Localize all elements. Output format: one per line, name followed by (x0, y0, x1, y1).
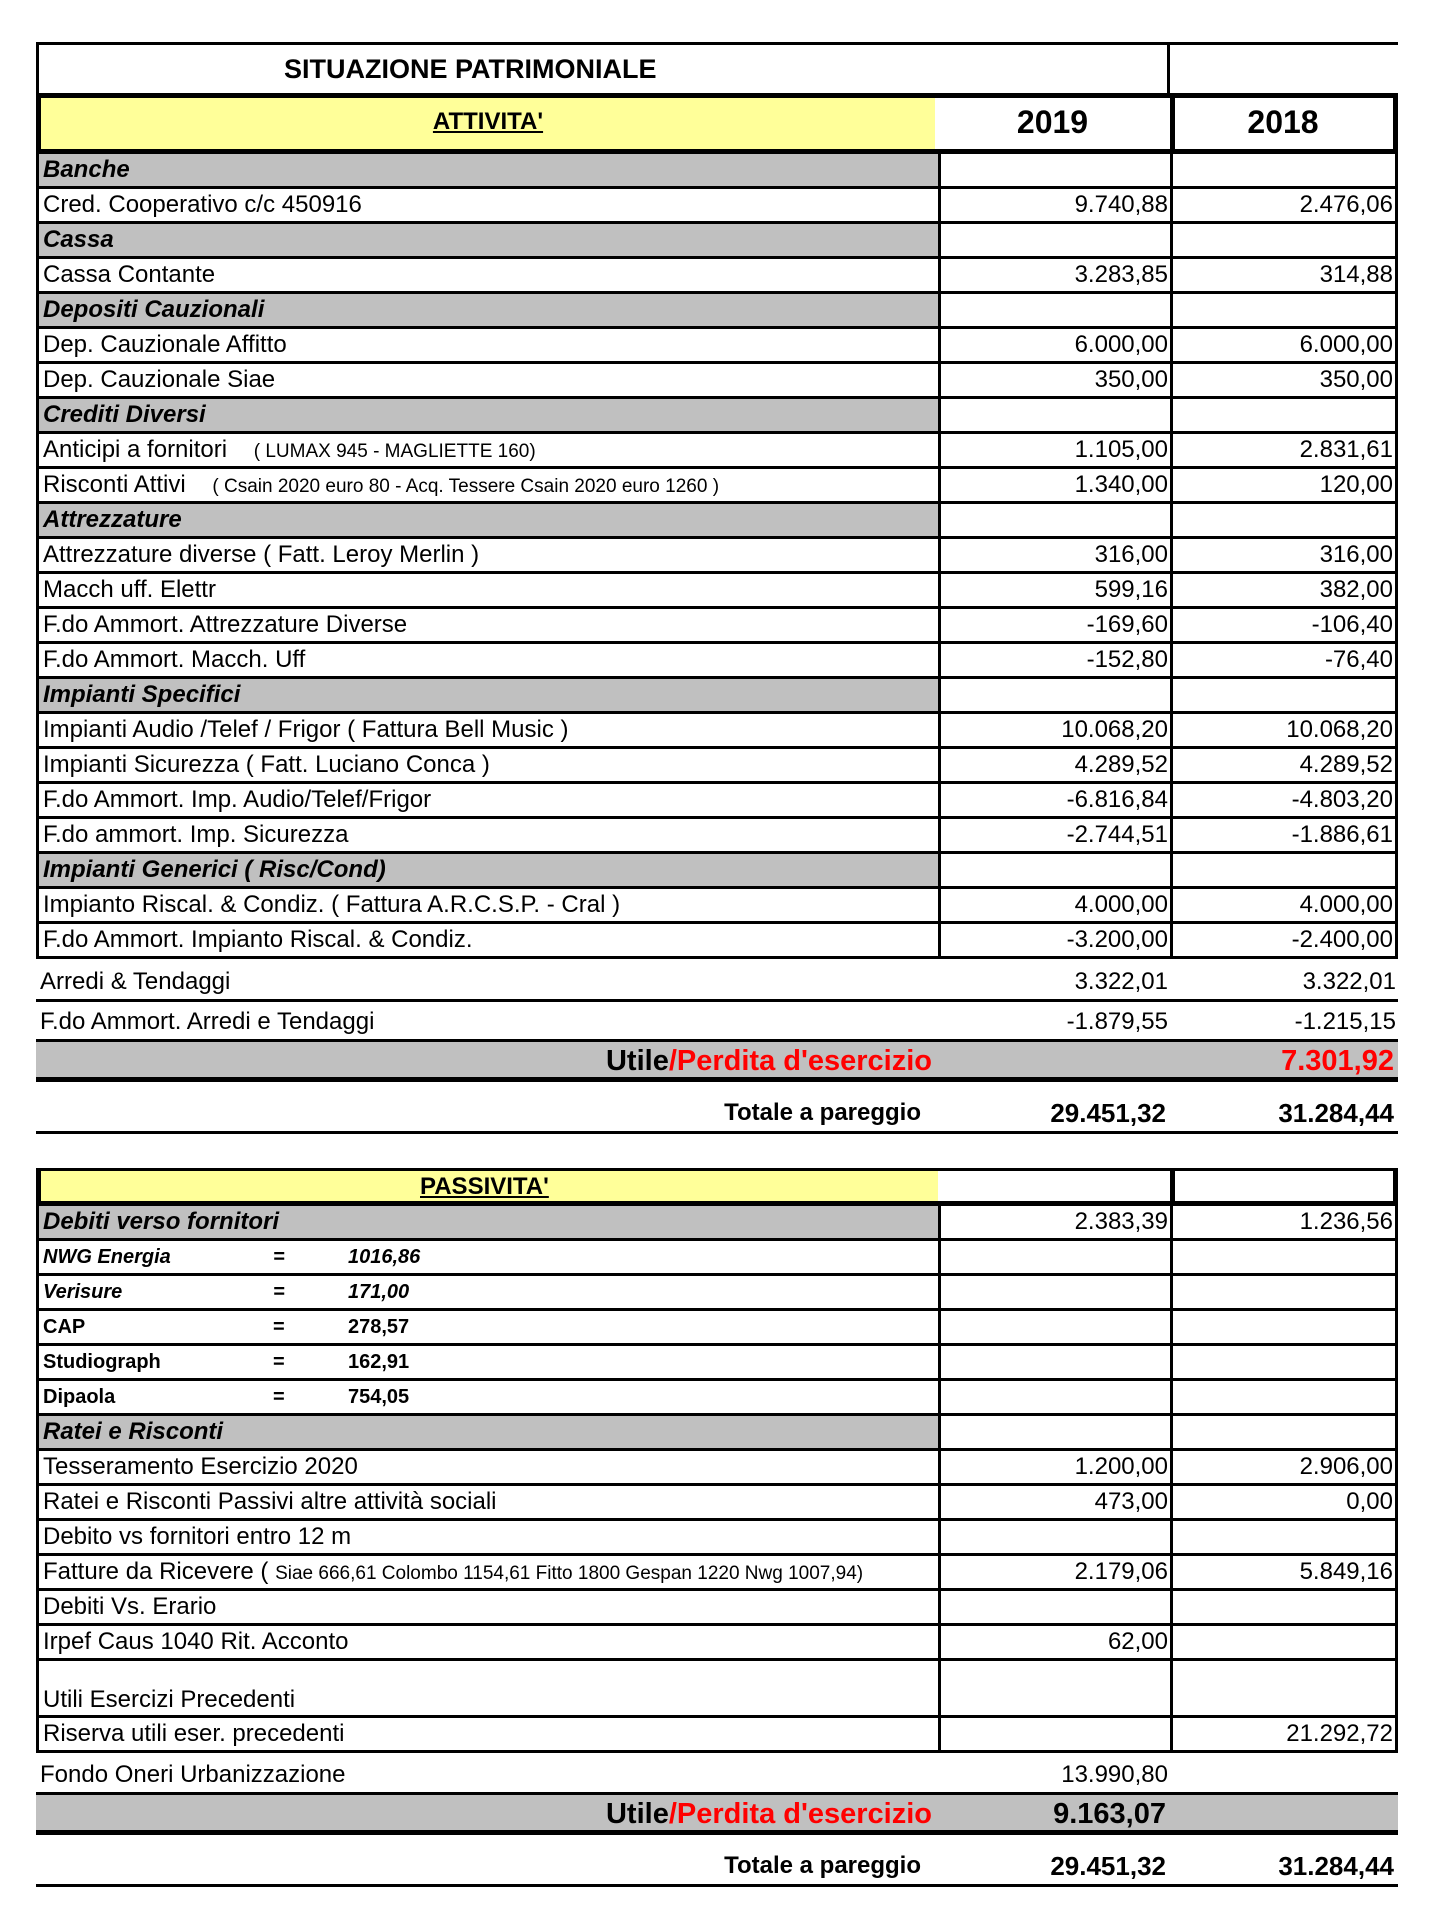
total-2019: 29.451,32 (1050, 1851, 1166, 1881)
value-2019 (938, 1416, 1170, 1451)
supplier-cell (36, 1381, 938, 1416)
table-row (36, 819, 1398, 854)
attivita-header-label: ATTIVITA' (432, 108, 544, 135)
value-2019: 599,16 (938, 574, 1170, 609)
row-label (36, 329, 938, 364)
supplier-amount: 278,57 (348, 1316, 410, 1338)
row-label-text: Impianto Riscal. & Condiz. ( Fattura A.R.C.S.P. - Cral ) (43, 891, 621, 918)
row-label: Arredi & Tendaggi (40, 968, 231, 995)
section-label (36, 854, 938, 889)
value-2019: 2.383,39 (938, 1206, 1170, 1241)
section-row (36, 154, 1398, 189)
value-2019: 3.322,01 (1074, 968, 1168, 995)
value-2019 (938, 294, 1170, 329)
table-row (36, 889, 1398, 924)
value-2018 (1170, 854, 1398, 889)
passivita-2019-header (938, 1171, 1170, 1206)
value-2018 (1170, 504, 1398, 539)
row-label-text: Crediti Diversi (43, 401, 206, 428)
section-row (36, 854, 1398, 889)
equals-sign: = (273, 1246, 285, 1268)
supplier-row (36, 1276, 1398, 1311)
supplier-amount: 162,91 (348, 1351, 410, 1373)
value-2018: 21.292,72 (1170, 1718, 1398, 1753)
balance-sheet (36, 42, 1398, 1887)
value-2019: 10.068,20 (938, 714, 1170, 749)
value-2019: -152,80 (938, 644, 1170, 679)
row-label (36, 924, 938, 959)
table-row (36, 189, 1398, 224)
table-row (36, 1451, 1398, 1486)
section-row (36, 504, 1398, 539)
section-label: Debiti verso fornitori (36, 1206, 938, 1241)
value-2019: 4.289,52 (938, 749, 1170, 784)
value-2018 (1170, 1276, 1398, 1311)
row-label-text: Debiti Vs. Erario (43, 1593, 217, 1620)
value-2018: 382,00 (1170, 574, 1398, 609)
value-2019 (938, 854, 1170, 889)
row-label-text: Cred. Cooperativo c/c 450916 (43, 191, 362, 218)
table-row (36, 539, 1398, 574)
supplier-name: Verisure (43, 1281, 123, 1303)
value-2018: 3.322,01 (1302, 968, 1396, 995)
supplier-cell (36, 1276, 938, 1311)
passivita-2018-header (1170, 1171, 1398, 1206)
section-row (36, 294, 1398, 329)
total-label: Totale a pareggio (724, 1852, 921, 1879)
passivita-rows (36, 1451, 1398, 1753)
section-row (36, 399, 1398, 434)
total-2018: 31.284,44 (1278, 1851, 1394, 1881)
value-2018: 2.906,00 (1170, 1451, 1398, 1486)
value-2019 (938, 1718, 1170, 1753)
title-row (36, 42, 1398, 98)
row-label (36, 469, 938, 504)
table-row (36, 1556, 1398, 1591)
supplier-name: Studiograph (43, 1351, 161, 1373)
row-label (36, 1718, 938, 1753)
value-2019: 2.179,06 (938, 1556, 1170, 1591)
value-2018: 10.068,20 (1170, 714, 1398, 749)
value-2019: -2.744,51 (938, 819, 1170, 854)
section-row (36, 679, 1398, 714)
value-2018 (1170, 1626, 1398, 1661)
row-note: ( LUMAX 945 - MAGLIETTE 160) (253, 441, 536, 462)
row-label (36, 889, 938, 924)
value-2018 (1170, 1381, 1398, 1416)
section-ratei-risconti (36, 1416, 1398, 1451)
table-row (36, 1591, 1398, 1626)
row-note: ( Csain 2020 euro 80 - Acq. Tessere Csain 2020 euro 1260 ) (212, 476, 720, 497)
table-row (36, 574, 1398, 609)
perdita-label: /Perdita d'esercizio (668, 1798, 932, 1830)
passivita-result-row (36, 1795, 1398, 1835)
value-2019 (938, 224, 1170, 259)
supplier-cell (36, 1241, 938, 1276)
supplier-entry (43, 1381, 938, 1413)
table-row (36, 924, 1398, 959)
row-label (36, 644, 938, 679)
passivita-total-row (36, 1835, 1398, 1887)
result-label (36, 1795, 938, 1830)
value-2018: 5.849,16 (1170, 1556, 1398, 1591)
value-2018 (1170, 1346, 1398, 1381)
supplier-amount: 171,00 (348, 1281, 410, 1303)
value-2018 (1170, 1591, 1398, 1626)
row-label (36, 1451, 938, 1486)
result-2019: 9.163,07 (1053, 1798, 1166, 1830)
section-label: Ratei e Risconti (36, 1416, 938, 1451)
attivita-rows (36, 154, 1398, 959)
row-label-text: Cassa (43, 226, 114, 253)
value-2018 (1170, 1241, 1398, 1276)
row-label-text: Risconti Attivi (43, 471, 186, 498)
value-2019 (938, 1591, 1170, 1626)
result-label (36, 1042, 938, 1077)
value-2019: 1.200,00 (938, 1451, 1170, 1486)
row-label (36, 1521, 938, 1556)
section-label (36, 504, 938, 539)
row-label-text: F.do Ammort. Impianto Riscal. & Condiz. (43, 926, 473, 953)
year-2019-header: 2019 (935, 98, 1170, 154)
row-label-text: Ratei e Risconti Passivi altre attività sociali (43, 1488, 497, 1515)
row-label (36, 189, 938, 224)
row-label (36, 1626, 938, 1661)
value-2018: -1.215,15 (1294, 1008, 1396, 1035)
attivita-header (36, 98, 935, 154)
value-2018: -1.886,61 (1170, 819, 1398, 854)
table-row (36, 259, 1398, 294)
row-label-text: Macch uff. Elettr (43, 576, 216, 603)
section-label (36, 224, 938, 259)
value-2018 (1170, 679, 1398, 714)
row-label (36, 714, 938, 749)
value-2018 (1170, 1416, 1398, 1451)
row-label: F.do Ammort. Arredi e Tendaggi (40, 1008, 375, 1035)
passivita-header-row (36, 1168, 1398, 1206)
total-2019: 29.451,32 (1050, 1098, 1166, 1128)
equals-sign: = (273, 1386, 285, 1408)
value-2018 (1170, 1521, 1398, 1556)
value-2019: 6.000,00 (938, 329, 1170, 364)
value-2019 (938, 679, 1170, 714)
row-label-text: Depositi Cauzionali (43, 296, 265, 323)
row-label-text: Dep. Cauzionale Affitto (43, 331, 287, 358)
row-label (36, 1486, 938, 1521)
attivita-header-row (36, 98, 1398, 154)
total-label: Totale a pareggio (724, 1099, 921, 1126)
row-label-text: Impianti Specifici (43, 681, 241, 708)
value-2018: 2.476,06 (1170, 189, 1398, 224)
value-2018: 1.236,56 (1170, 1206, 1398, 1241)
value-2018 (1170, 1311, 1398, 1346)
value-2018: -106,40 (1170, 609, 1398, 644)
section-row (36, 224, 1398, 259)
value-2019: 62,00 (938, 1626, 1170, 1661)
row-note: Siae 666,61 Colombo 1154,61 Fitto 1800 Gespan 1220 Nwg 1007,94) (275, 1563, 864, 1584)
row-label-text: Tesseramento Esercizio 2020 (43, 1453, 358, 1480)
row-label (36, 784, 938, 819)
supplier-name: Dipaola (43, 1386, 116, 1408)
row-label (36, 609, 938, 644)
value-2018: 4.289,52 (1170, 749, 1398, 784)
row-label (36, 1661, 938, 1718)
equals-sign: = (273, 1281, 285, 1303)
table-row (36, 784, 1398, 819)
table-row (36, 609, 1398, 644)
value-2019 (938, 1346, 1170, 1381)
value-2019: 4.000,00 (938, 889, 1170, 924)
table-row (36, 714, 1398, 749)
supplier-entry (43, 1241, 938, 1273)
row-label (36, 364, 938, 399)
value-2019 (938, 504, 1170, 539)
row-label-text: Irpef Caus 1040 Rit. Acconto (43, 1628, 349, 1655)
supplier-entry (43, 1276, 938, 1308)
value-2018: 0,00 (1170, 1486, 1398, 1521)
attivita-result-row (36, 1042, 1398, 1082)
supplier-cell (36, 1346, 938, 1381)
value-2018 (1170, 294, 1398, 329)
supplier-entry (43, 1311, 938, 1343)
row-label-text: F.do Ammort. Macch. Uff (43, 646, 306, 673)
table-row (36, 1661, 1398, 1718)
section-label (36, 154, 938, 189)
row-label-text: F.do ammort. Imp. Sicurezza (43, 821, 349, 848)
row-label (36, 259, 938, 294)
utile-label: Utile (605, 1798, 669, 1830)
row-label (36, 434, 938, 469)
table-row (36, 1626, 1398, 1661)
row-label-text: Attrezzature diverse ( Fatt. Leroy Merlin ) (43, 541, 480, 568)
row-label (36, 1591, 938, 1626)
utile-label: Utile (605, 1045, 669, 1077)
value-2019: 1.340,00 (938, 469, 1170, 504)
supplier-row (36, 1381, 1398, 1416)
section-label (36, 679, 938, 714)
section-debiti-fornitori (36, 1206, 1398, 1241)
value-2018 (1170, 399, 1398, 434)
fondo-row (36, 1755, 1398, 1795)
row-label: Fondo Oneri Urbanizzazione (40, 1761, 346, 1788)
value-2018: -2.400,00 (1170, 924, 1398, 959)
row-label-text: Anticipi a fornitori (43, 436, 228, 463)
value-2019 (938, 1521, 1170, 1556)
value-2019 (938, 1311, 1170, 1346)
value-2018: 4.000,00 (1170, 889, 1398, 924)
row-label-text: F.do Ammort. Imp. Audio/Telef/Frigor (43, 786, 432, 813)
table-row (36, 749, 1398, 784)
value-2019 (938, 154, 1170, 189)
section-label (36, 399, 938, 434)
passivita-header (36, 1171, 938, 1206)
value-2019: -6.816,84 (938, 784, 1170, 819)
row-label-text: Impianti Sicurezza ( Fatt. Luciano Conca ) (43, 751, 490, 778)
supplier-entry (43, 1346, 938, 1378)
value-2019: -169,60 (938, 609, 1170, 644)
value-2019 (938, 1276, 1170, 1311)
table-row (36, 364, 1398, 399)
supplier-row (36, 1241, 1398, 1276)
value-2019: 13.990,80 (1061, 1761, 1168, 1788)
table-row (36, 644, 1398, 679)
row-label (36, 1556, 938, 1591)
page-title: SITUAZIONE PATRIMONIALE (36, 45, 1170, 98)
perdita-label: /Perdita d'esercizio (668, 1045, 932, 1077)
passivita-header-label: PASSIVITA' (420, 1173, 549, 1200)
equals-sign: = (273, 1316, 285, 1338)
value-2018: 316,00 (1170, 539, 1398, 574)
value-2019: 3.283,85 (938, 259, 1170, 294)
row-label-text: Debito vs fornitori entro 12 m (43, 1523, 352, 1550)
value-2019 (938, 399, 1170, 434)
result-2018 (1170, 1795, 1398, 1830)
value-2018 (1170, 1755, 1398, 1792)
row-label-text: Cassa Contante (43, 261, 216, 288)
row-label-text: F.do Ammort. Attrezzature Diverse (43, 611, 408, 638)
value-2018: 314,88 (1170, 259, 1398, 294)
total-2018: 31.284,44 (1278, 1098, 1394, 1128)
row-label-text: Utili Esercizi Precedenti (43, 1686, 296, 1713)
row-label (36, 539, 938, 574)
supplier-list (36, 1241, 1398, 1416)
value-2019 (938, 1241, 1170, 1276)
value-2019: 316,00 (938, 539, 1170, 574)
table-row (36, 1486, 1398, 1521)
supplier-name: CAP (43, 1316, 86, 1338)
table-row (36, 962, 1398, 1002)
supplier-amount: 754,05 (348, 1386, 410, 1408)
equals-sign: = (273, 1351, 285, 1373)
section-label (36, 294, 938, 329)
row-label-text: Banche (43, 156, 130, 183)
result-2018: 7.301,92 (1281, 1045, 1394, 1077)
row-label (36, 819, 938, 854)
row-label-text: Impianti Audio /Telef / Frigor ( Fattura Bell Music ) (43, 716, 569, 743)
table-row (36, 1002, 1398, 1042)
value-2019: 350,00 (938, 364, 1170, 399)
row-label-text: Fatture da Ricevere ( (43, 1558, 269, 1585)
supplier-cell (36, 1311, 938, 1346)
value-2018: -4.803,20 (1170, 784, 1398, 819)
value-2019: 1.105,00 (938, 434, 1170, 469)
value-2019: -1.879,55 (1066, 1008, 1168, 1035)
supplier-amount: 1016,86 (348, 1246, 421, 1268)
value-2018: 2.831,61 (1170, 434, 1398, 469)
attivita-total-row (36, 1082, 1398, 1134)
table-row (36, 434, 1398, 469)
value-2019 (938, 1661, 1170, 1718)
value-2018: 6.000,00 (1170, 329, 1398, 364)
row-label-text: Riserva utili eser. precedenti (43, 1720, 345, 1747)
table-row (36, 329, 1398, 364)
value-2019 (938, 1381, 1170, 1416)
value-2018 (1170, 224, 1398, 259)
row-label (36, 574, 938, 609)
table-row (36, 1521, 1398, 1556)
value-2019: 473,00 (938, 1486, 1170, 1521)
result-2019 (938, 1042, 1170, 1077)
table-row (36, 1718, 1398, 1753)
year-2018-header: 2018 (1170, 93, 1398, 154)
value-2018 (1170, 1661, 1398, 1718)
value-2018: 350,00 (1170, 364, 1398, 399)
row-label-text: Attrezzature (43, 506, 182, 533)
value-2018 (1170, 154, 1398, 189)
value-2019: 9.740,88 (938, 189, 1170, 224)
row-label (36, 749, 938, 784)
supplier-row (36, 1311, 1398, 1346)
row-label-text: Dep. Cauzionale Siae (43, 366, 276, 393)
table-row (36, 469, 1398, 504)
value-2018: -76,40 (1170, 644, 1398, 679)
supplier-row (36, 1346, 1398, 1381)
supplier-name: NWG Energia (43, 1246, 171, 1268)
value-2019: -3.200,00 (938, 924, 1170, 959)
value-2018: 120,00 (1170, 469, 1398, 504)
row-label-text: Impianti Generici ( Risc/Cond) (43, 856, 386, 883)
attivita-free-rows (36, 962, 1398, 1042)
